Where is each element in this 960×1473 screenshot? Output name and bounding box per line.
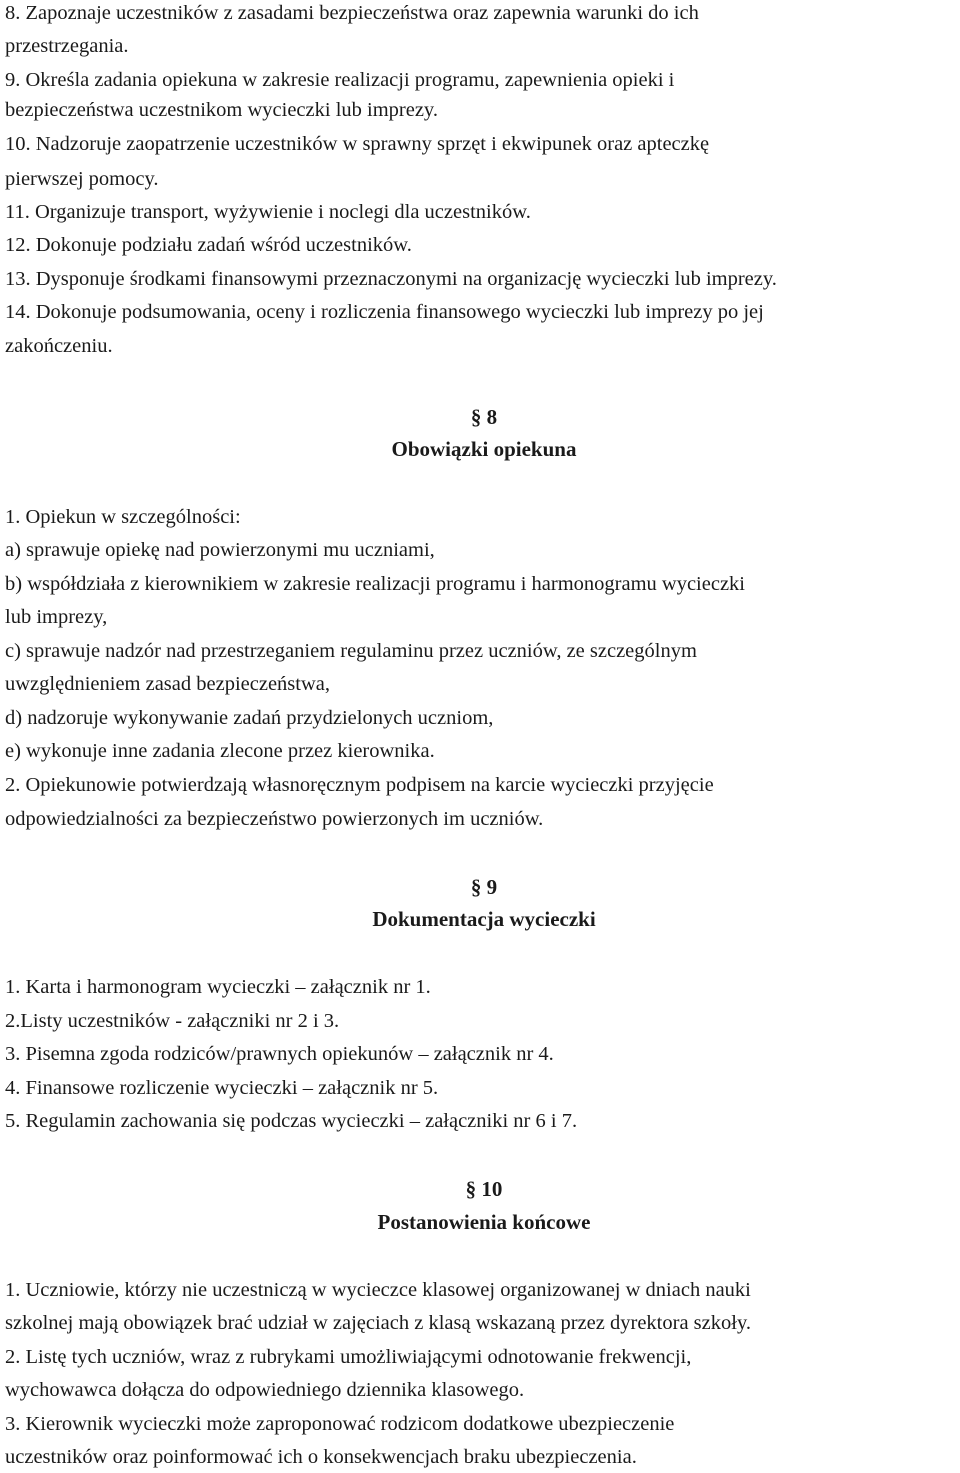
paragraph-line: d) nadzoruje wykonywanie zadań przydzielonych uczniom, — [5, 707, 494, 729]
paragraph-line: b) współdziała z kierownikiem w zakresie realizacji programu i harmonogramu wycieczki — [5, 573, 745, 595]
paragraph-line: wychowawca dołącza do odpowiedniego dziennika klasowego. — [5, 1379, 525, 1401]
paragraph-line: 2. Listę tych uczniów, wraz z rubrykami umożliwiającymi odnotowanie frekwencji, — [5, 1346, 692, 1368]
section-number: § 8 — [470, 405, 498, 429]
paragraph-line: e) wykonuje inne zadania zlecone przez kierownika. — [5, 740, 435, 762]
paragraph-line: c) sprawuje nadzór nad przestrzeganiem regulaminu przez uczniów, ze szczególnym — [5, 640, 697, 662]
section-number: § 9 — [470, 875, 498, 899]
paragraph-line: 1. Uczniowie, którzy nie uczestniczą w wycieczce klasowej organizowanej w dniach nauki — [5, 1279, 751, 1301]
paragraph-line: szkolnej mają obowiązek brać udział w zajęciach z klasą wskazaną przez dyrektora szkoły. — [5, 1312, 751, 1334]
section-title: Obowiązki opiekuna — [391, 437, 577, 461]
list-item-line: 11. Organizuje transport, wyżywienie i noclegi dla uczestników. — [5, 201, 531, 223]
section-title: Dokumentacja wycieczki — [372, 907, 596, 931]
list-item-line: 10. Nadzoruje zaopatrzenie uczestników w sprawny sprzęt i ekwipunek oraz apteczkę — [5, 133, 710, 155]
paragraph-line: 2. Opiekunowie potwierdzają własnoręcznym podpisem na karcie wycieczki przyjęcie — [5, 774, 714, 796]
paragraph-line: 5. Regulamin zachowania się podczas wycieczki – załączniki nr 6 i 7. — [5, 1110, 578, 1132]
paragraph-line: 2.Listy uczestników - załączniki nr 2 i 3. — [5, 1010, 340, 1032]
list-item-line: przestrzegania. — [5, 35, 129, 57]
paragraph-line: 4. Finansowe rozliczenie wycieczki – załącznik nr 5. — [5, 1077, 439, 1099]
paragraph-line: 3. Pisemna zgoda rodziców/prawnych opiekunów – załącznik nr 4. — [5, 1043, 554, 1065]
list-item-line: bezpieczeństwa uczestnikom wycieczki lub imprezy. — [5, 99, 438, 121]
paragraph-line: odpowiedzialności za bezpieczeństwo powierzonych im uczniów. — [5, 808, 544, 830]
list-item-line: 9. Określa zadania opiekuna w zakresie realizacji programu, zapewnienia opieki i — [5, 69, 675, 91]
section-number: § 10 — [465, 1177, 503, 1201]
paragraph-line: 1. Opiekun w szczególności: — [5, 506, 241, 528]
list-item-line: 12. Dokonuje podziału zadań wśród uczestników. — [5, 234, 412, 256]
paragraph-line: a) sprawuje opiekę nad powierzonymi mu uczniami, — [5, 539, 435, 561]
section-title: Postanowienia końcowe — [377, 1210, 591, 1234]
paragraph-line: uczestników oraz poinformować ich o konsekwencjach braku ubezpieczenia. — [5, 1446, 637, 1468]
list-item-line: 14. Dokonuje podsumowania, oceny i rozliczenia finansowego wycieczki lub imprezy po jej — [5, 301, 764, 323]
list-item-line: 13. Dysponuje środkami finansowymi przeznaczonymi na organizację wycieczki lub imprezy. — [5, 268, 777, 290]
paragraph-line: 3. Kierownik wycieczki może zaproponować rodzicom dodatkowe ubezpieczenie — [5, 1413, 675, 1435]
paragraph-line: lub imprezy, — [5, 606, 108, 628]
list-item-line: pierwszej pomocy. — [5, 168, 159, 190]
list-item-line: 8. Zapoznaje uczestników z zasadami bezpieczeństwa oraz zapewnia warunki do ich — [5, 2, 699, 24]
paragraph-line: uwzględnieniem zasad bezpieczeństwa, — [5, 673, 330, 695]
paragraph-line: 1. Karta i harmonogram wycieczki – załącznik nr 1. — [5, 976, 431, 998]
list-item-line: zakończeniu. — [5, 335, 113, 357]
